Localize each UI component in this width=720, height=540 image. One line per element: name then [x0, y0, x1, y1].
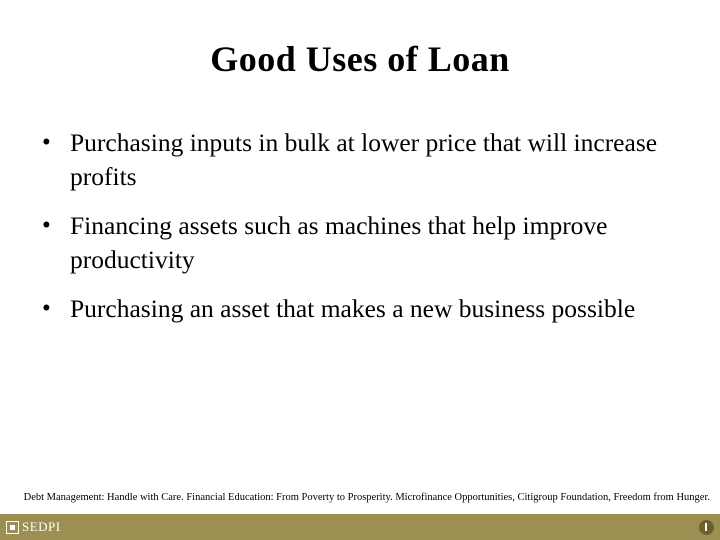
source-footnote: Debt Management: Handle with Care. Financial Education: From Poverty to Prosperity. Microfinance Opportunities, Citigroup Foundation, Freedom from Hunger. [23, 492, 710, 504]
list-item-text: Purchasing inputs in bulk at lower price that will increase profits [70, 128, 658, 191]
bullet-dot-icon: • [42, 294, 51, 322]
bullet-dot-icon: • [42, 211, 51, 239]
sedpi-logo [6, 519, 61, 535]
bullet-list [34, 126, 694, 341]
logo-text: SEDPI [22, 519, 61, 534]
list-item [34, 209, 694, 277]
slide-footer-bar [0, 514, 720, 540]
info-badge-icon [699, 520, 714, 535]
list-item-text: Financing assets such as machines that help improve productivity [70, 210, 608, 274]
list-item [34, 292, 694, 326]
list-item [34, 126, 694, 194]
page-title: Good Uses of Loan [210, 39, 510, 79]
list-item-text: Purchasing an asset that makes a new business possible [70, 293, 636, 323]
bullet-dot-icon: • [42, 129, 51, 156]
logo-mark-icon [6, 521, 19, 534]
